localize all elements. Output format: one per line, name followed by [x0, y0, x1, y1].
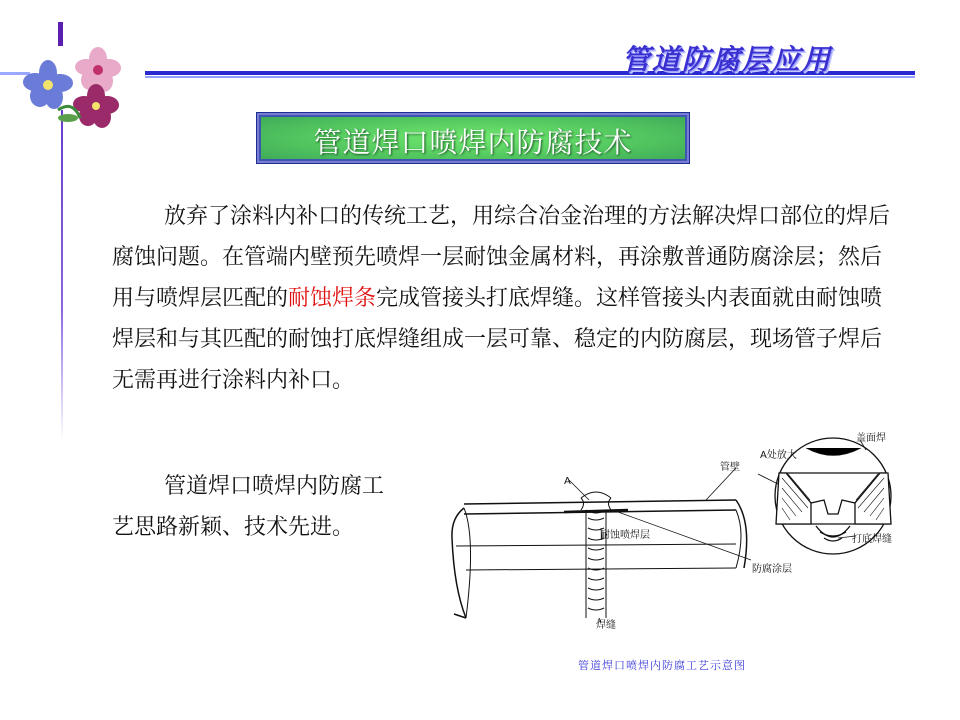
highlight-text: 耐蚀焊条 — [288, 286, 377, 311]
body-paragraph — [112, 196, 902, 401]
left-vertical-line — [61, 110, 63, 440]
flower-decoration-icon — [18, 40, 138, 130]
label-coating: 防腐涂层 — [752, 564, 792, 575]
weld-diagram — [436, 428, 922, 638]
diagram-caption: 管道焊口喷焊内防腐工艺示意图 — [578, 659, 746, 672]
paragraph-text-start: 放弃了涂料内补口的传统工艺，用综合冶金治理的方法解决焊口部位的焊后腐蚀问题。在管端内壁预先喷焊一层耐蚀金属材料，再涂敷普通防腐涂层；然后用与喷焊层匹配的 — [112, 204, 891, 311]
summary-paragraph — [112, 466, 402, 548]
slide-title: 管道焊口喷焊内防腐技术 — [313, 126, 633, 159]
label-spray-layer: 耐蚀喷焊层 — [600, 530, 650, 541]
header-title: 管道防腐层应用 — [621, 43, 832, 76]
summary-text: 管道焊口喷焊内防腐工艺思路新颖、技术先进。 — [112, 474, 385, 540]
label-a-zoom: A处放大 — [760, 450, 797, 461]
label-pipe-wall: 管壁 — [720, 462, 740, 473]
weld-column — [564, 492, 628, 618]
label-root-weld: 打底焊缝 — [852, 534, 892, 545]
pipe-drawing — [452, 500, 747, 618]
label-a: A — [564, 476, 571, 487]
label-weld-seam: 焊缝 — [596, 620, 616, 631]
paragraph-text-end: 完成管接头打底焊缝。这样管接头内表面就由耐蚀喷焊层和与其匹配的耐蚀打底焊缝组成一层可靠、稳定的内防腐层，现场管子焊后无需再进行涂料内补口。 — [112, 286, 883, 393]
slide-title-box — [256, 112, 690, 164]
label-cover-weld: 盖面焊 — [856, 433, 886, 444]
